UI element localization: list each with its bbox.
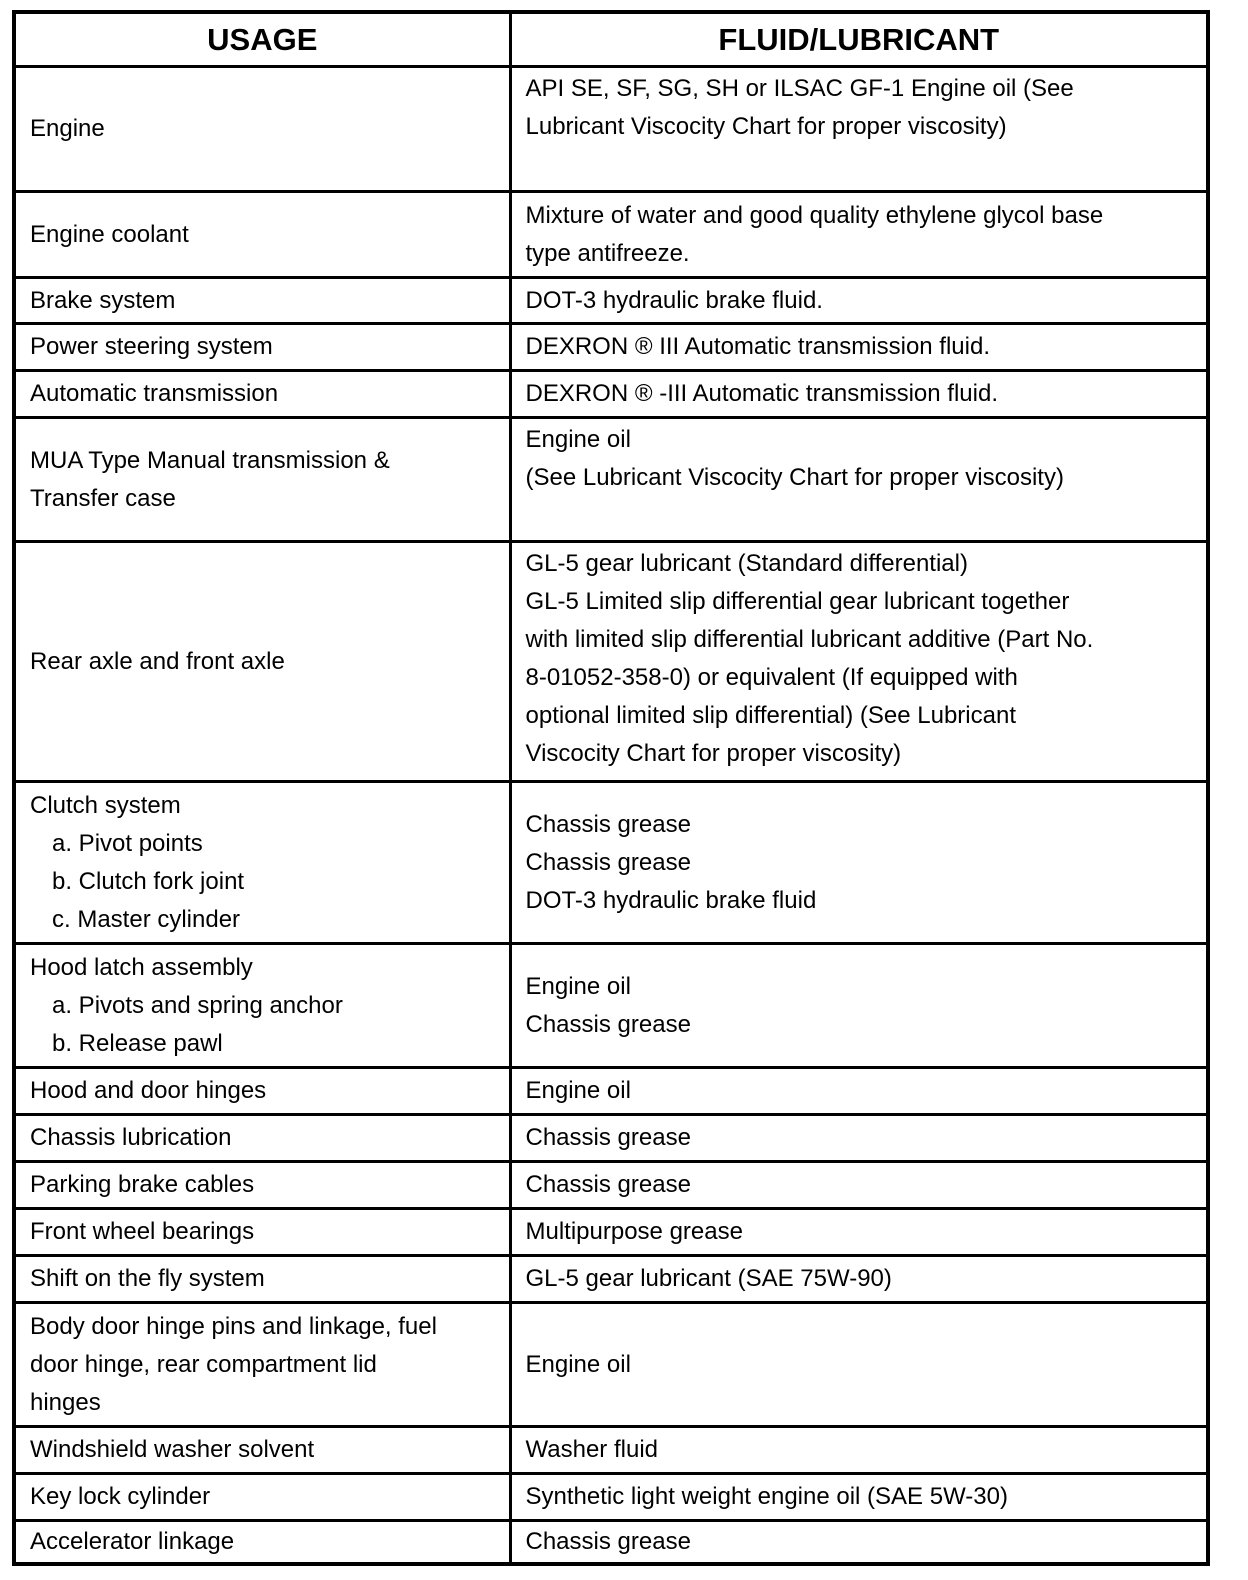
usage-line: Automatic transmission	[30, 380, 279, 407]
usage-cell	[14, 192, 510, 278]
lubricant-table-container	[12, 10, 1210, 1566]
table-body	[14, 67, 1208, 1564]
usage-cell	[14, 324, 510, 371]
table-row	[14, 1115, 1208, 1162]
fluid-line: Engine oil	[525, 972, 631, 1000]
fluid-line: API SE, SF, SG, SH or ILSAC GF-1 Engine oil (See	[525, 75, 1074, 102]
usage-line: a. Pivot points	[52, 829, 203, 857]
fluid-cell	[510, 1162, 1208, 1209]
usage-line: Brake system	[30, 286, 176, 314]
fluid-line: GL-5 Limited slip differential gear lubricant together	[525, 588, 1070, 615]
usage-cell	[14, 782, 510, 944]
fluid-cell	[510, 418, 1208, 542]
fluid-line: (See Lubricant Viscocity Chart for proper viscosity)	[525, 464, 1064, 491]
fluid-line: Lubricant Viscocity Chart for proper viscosity)	[525, 113, 1007, 140]
usage-cell	[14, 1474, 510, 1521]
table-row	[14, 418, 1208, 542]
usage-cell	[14, 418, 510, 542]
table-row	[14, 192, 1208, 278]
usage-line: Rear axle and front axle	[30, 647, 285, 675]
usage-line: c. Master cylinder	[52, 905, 241, 933]
usage-line: Transfer case	[30, 484, 176, 512]
fluid-line: Chassis grease	[525, 1010, 691, 1038]
fluid-line: Washer fluid	[525, 1436, 658, 1463]
fluid-line: DOT-3 hydraulic brake fluid	[525, 886, 817, 914]
fluid-line: DOT-3 hydraulic brake fluid.	[525, 286, 823, 314]
fluid-line: Viscocity Chart for proper viscosity)	[525, 740, 902, 767]
fluid-line: Engine oil	[525, 1077, 631, 1104]
table-row	[14, 324, 1208, 371]
fluid-line: Chassis grease	[525, 1171, 691, 1198]
usage-line: Front wheel bearings	[30, 1218, 255, 1245]
table-row	[14, 1068, 1208, 1115]
fluid-line: Chassis grease	[525, 1527, 691, 1555]
fluid-line: with limited slip differential lubricant additive (Part No.	[525, 626, 1094, 653]
usage-line: a. Pivots and spring anchor	[52, 991, 343, 1019]
table-row	[14, 1209, 1208, 1256]
table-row	[14, 67, 1208, 192]
usage-line: Hood and door hinges	[30, 1077, 267, 1104]
usage-line: Shift on the fly system	[30, 1265, 265, 1292]
lubricant-table	[12, 10, 1210, 1566]
fluid-header: FLUID/LUBRICANT	[510, 12, 1208, 67]
table-row	[14, 782, 1208, 944]
header-row	[14, 12, 1208, 67]
usage-cell	[14, 67, 510, 192]
table-row	[14, 542, 1208, 782]
usage-line: Hood latch assembly	[30, 953, 253, 981]
fluid-cell	[510, 67, 1208, 192]
fluid-line: GL-5 gear lubricant (Standard differential)	[525, 550, 968, 577]
table-row	[14, 1521, 1208, 1564]
usage-cell	[14, 1427, 510, 1474]
fluid-cell	[510, 1256, 1208, 1303]
usage-cell	[14, 944, 510, 1068]
usage-cell	[14, 542, 510, 782]
fluid-line: Chassis grease	[525, 1124, 691, 1151]
usage-line: MUA Type Manual transmission &	[30, 446, 390, 474]
fluid-cell	[510, 542, 1208, 782]
usage-line: b. Release pawl	[52, 1029, 223, 1057]
fluid-line: type antifreeze.	[525, 239, 690, 267]
usage-line: Accelerator linkage	[30, 1527, 235, 1555]
fluid-line: Chassis grease	[525, 848, 691, 876]
fluid-cell	[510, 278, 1208, 324]
usage-cell	[14, 1209, 510, 1256]
usage-cell	[14, 1521, 510, 1564]
fluid-line: DEXRON ® III Automatic transmission fluid.	[525, 333, 990, 360]
fluid-line: DEXRON ® -III Automatic transmission fluid.	[525, 380, 998, 407]
fluid-cell	[510, 1474, 1208, 1521]
fluid-cell	[510, 371, 1208, 418]
table-row	[14, 278, 1208, 324]
usage-line: Windshield washer solvent	[30, 1436, 315, 1463]
fluid-cell	[510, 192, 1208, 278]
fluid-line: 8-01052-358-0) or equivalent (If equipped with	[525, 664, 1018, 691]
usage-cell	[14, 1303, 510, 1427]
usage-cell	[14, 1162, 510, 1209]
fluid-cell	[510, 944, 1208, 1068]
table-row	[14, 371, 1208, 418]
usage-line: Engine coolant	[30, 220, 189, 248]
usage-cell	[14, 1256, 510, 1303]
table-row	[14, 1303, 1208, 1427]
usage-cell	[14, 371, 510, 418]
fluid-line: Multipurpose grease	[525, 1218, 743, 1245]
usage-line: Engine	[30, 115, 105, 142]
usage-line: Key lock cylinder	[30, 1483, 211, 1510]
usage-header: USAGE	[14, 12, 510, 67]
table-row	[14, 1427, 1208, 1474]
fluid-line: GL-5 gear lubricant (SAE 75W-90)	[525, 1265, 892, 1292]
table-row	[14, 1256, 1208, 1303]
fluid-cell	[510, 1303, 1208, 1427]
fluid-line: Engine oil	[525, 1350, 631, 1378]
fluid-cell	[510, 1209, 1208, 1256]
usage-cell	[14, 1068, 510, 1115]
table-row	[14, 944, 1208, 1068]
fluid-cell	[510, 1068, 1208, 1115]
usage-line: door hinge, rear compartment lid	[30, 1350, 377, 1378]
usage-line: Chassis lubrication	[30, 1124, 232, 1151]
usage-line: Parking brake cables	[30, 1171, 255, 1198]
fluid-line: Synthetic light weight engine oil (SAE 5W-30)	[525, 1483, 1008, 1510]
usage-line: b. Clutch fork joint	[52, 867, 245, 895]
fluid-cell	[510, 1427, 1208, 1474]
fluid-line: optional limited slip differential) (See Lubricant	[525, 702, 1016, 729]
usage-line: hinges	[30, 1388, 101, 1416]
table-row	[14, 1474, 1208, 1521]
fluid-cell	[510, 782, 1208, 944]
usage-cell	[14, 1115, 510, 1162]
fluid-line: Engine oil	[525, 426, 631, 453]
usage-line: Body door hinge pins and linkage, fuel	[30, 1312, 437, 1340]
fluid-cell	[510, 324, 1208, 371]
fluid-cell	[510, 1521, 1208, 1564]
fluid-line: Mixture of water and good quality ethylene glycol base	[525, 201, 1104, 229]
usage-line: Power steering system	[30, 333, 273, 360]
fluid-cell	[510, 1115, 1208, 1162]
usage-line: Clutch system	[30, 791, 181, 819]
usage-cell	[14, 278, 510, 324]
fluid-line: Chassis grease	[525, 810, 691, 838]
table-row	[14, 1162, 1208, 1209]
